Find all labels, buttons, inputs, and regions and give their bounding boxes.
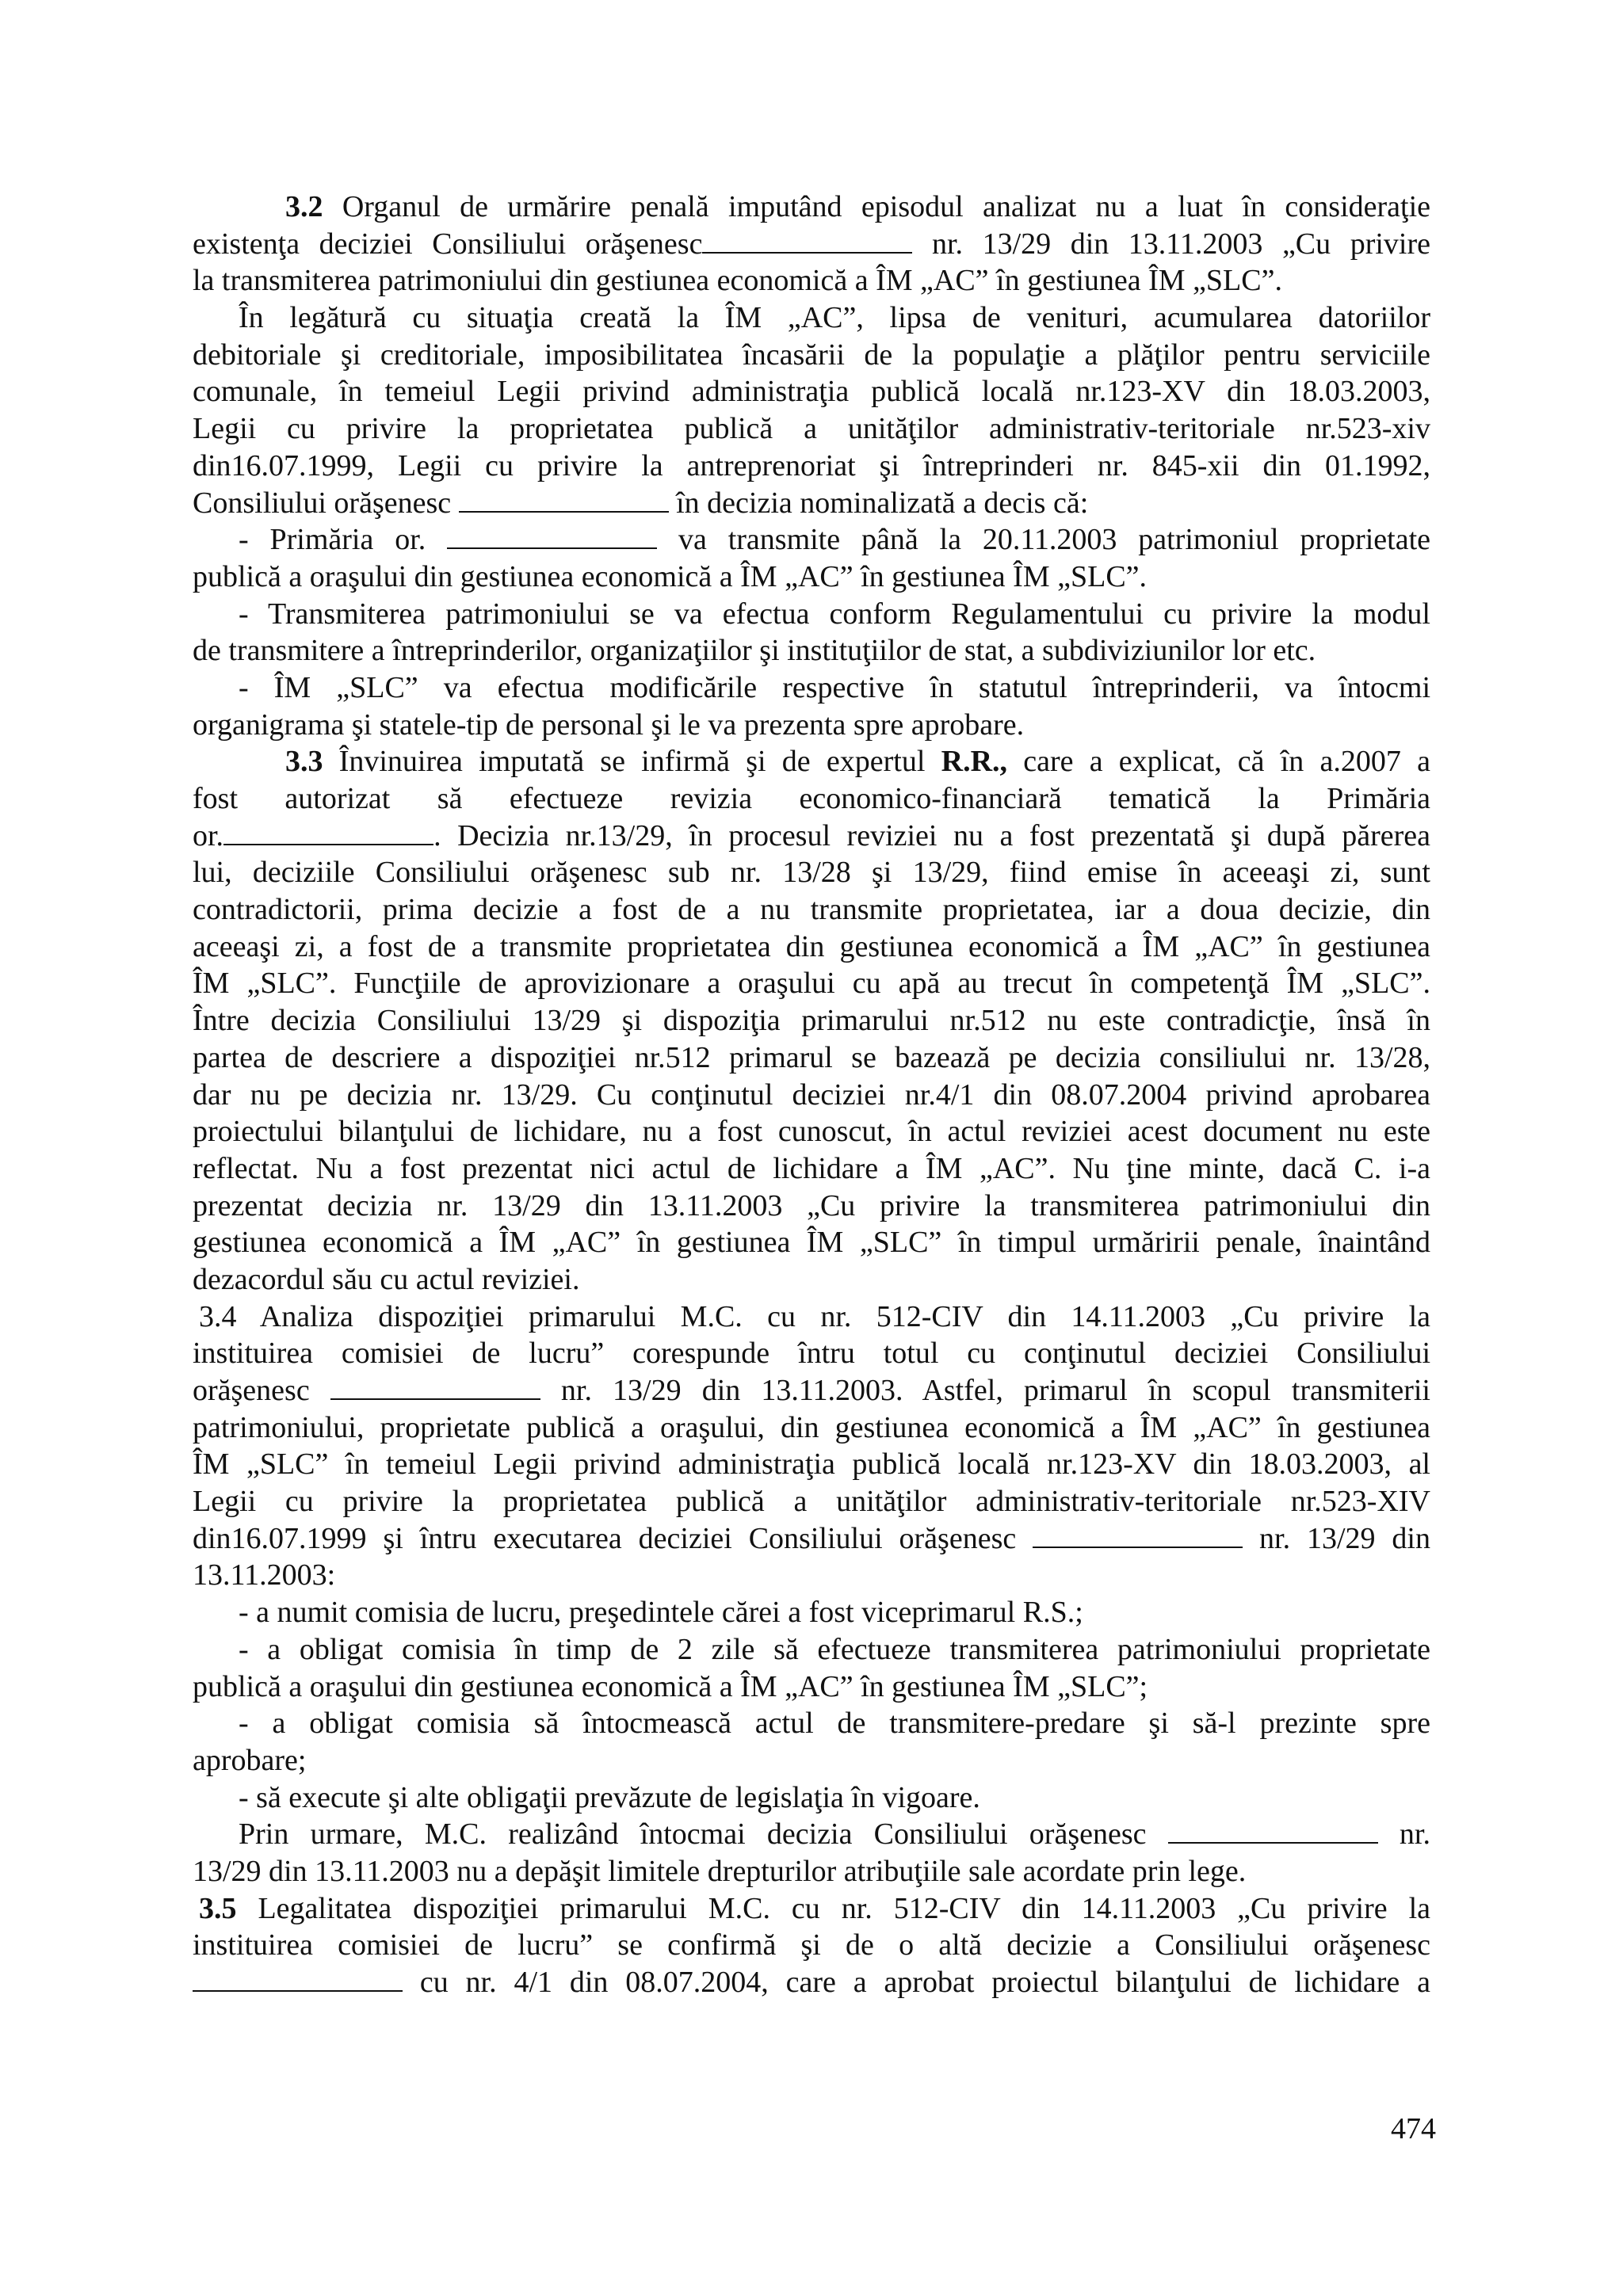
line-text: patrimoniului, proprietate publică a oraşului, din gestiunea economică a ÎM „AC” în gestiunea	[193, 1410, 1430, 1444]
text-line	[193, 1261, 1430, 1299]
text-line	[193, 1002, 1430, 1039]
blank-field	[1168, 1818, 1378, 1844]
line-text: Învinuirea imputată se infirmă şi de expertul	[323, 745, 941, 779]
text-line	[193, 1224, 1430, 1261]
line-text-continued: va transmite până la 20.11.2003 patrimoniul proprietate	[657, 523, 1430, 557]
line-text: publică a oraşului din gestiunea economică a ÎM „AC” în gestiunea ÎM „SLC”;	[193, 1669, 1148, 1703]
text-line	[193, 373, 1430, 410]
line-text: or.	[193, 818, 224, 852]
blank-field	[193, 1966, 403, 1992]
text-line	[193, 1299, 1430, 1336]
blank-field	[330, 1375, 540, 1400]
text-line	[193, 1890, 1430, 1928]
line-text: - să execute şi alte obligaţii prevăzute de legislaţia în vigoare.	[239, 1780, 980, 1814]
line-text-continued: nr. 13/29 din 13.11.2003. Astfel, primarul în scopul transmiterii	[540, 1374, 1430, 1407]
line-text-continued: cu nr. 4/1 din 08.07.2004, care a aprobat proiectul bilanţului de lichidare a	[403, 1966, 1430, 1999]
text-line	[193, 1150, 1430, 1188]
text-line	[193, 1039, 1430, 1077]
line-text: contradictorii, prima decizie a fost de a nu transmite proprietatea, iar a doua decizie, din	[193, 893, 1430, 927]
text-line	[193, 1113, 1430, 1150]
line-text: partea de descriere a dispoziţiei nr.512 primarul se bazează pe decizia consiliului nr. 13/28,	[193, 1040, 1430, 1074]
section-number: 3.2	[285, 190, 323, 223]
line-text: la transmiterea patrimoniului din gestiunea economică a ÎM „AC” în gestiunea ÎM „SLC”.	[193, 264, 1282, 298]
text-line	[193, 1446, 1430, 1483]
text-line	[193, 299, 1430, 337]
line-text: - a numit comisia de lucru, preşedintele cărei a fost viceprimarul R.S.;	[239, 1596, 1083, 1630]
line-text: lui, deciziile Consiliului orăşenesc sub nr. 13/28 şi 13/29, fiind emise în aceeaşi zi, sunt	[193, 856, 1430, 890]
line-text: din16.07.1999, Legii cu privire la antreprenoriat şi întreprinderi nr. 845-xii din 01.1992,	[193, 448, 1430, 482]
line-text: proiectului bilanţului de lichidare, nu a fost cunoscut, în actul reviziei acest document nu este	[193, 1115, 1430, 1149]
body-text	[193, 189, 1430, 2001]
text-line	[193, 669, 1430, 707]
expert-name: R.R.,	[941, 745, 1008, 779]
line-text: Legalitatea dispoziţiei primarului M.C. cu nr. 512-CIV din 14.11.2003 „Cu privire la	[236, 1891, 1430, 1925]
line-text: organigrama şi statele-tip de personal şi le va prezenta spre aprobare.	[193, 707, 1025, 742]
line-text: În legătură cu situaţia creată la ÎM „AC”, lipsa de venituri, acumularea datoriilor	[239, 301, 1430, 335]
line-text-continued: . Decizia nr.13/29, în procesul reviziei nu a fost prezentată şi după părerea	[433, 818, 1430, 852]
text-line	[193, 1927, 1430, 1964]
line-text: - ÎM „SLC” va efectua modificările respective în statutul întreprinderii, va întocmi	[239, 670, 1430, 704]
text-line	[193, 1409, 1430, 1447]
line-text: publică a oraşului din gestiunea economică a ÎM „AC” în gestiunea ÎM „SLC”.	[193, 559, 1148, 593]
text-line	[193, 337, 1430, 374]
line-text: aprobare;	[193, 1743, 307, 1777]
text-line	[193, 596, 1430, 633]
blank-field	[1033, 1523, 1243, 1548]
line-text: Între decizia Consiliului 13/29 şi dispoziţia primarului nr.512 nu este contradicţie, însă în	[193, 1004, 1430, 1038]
line-text-continued: nr. 13/29 din 13.11.2003 „Cu privire	[912, 227, 1430, 261]
line-text-continued: nr.	[1377, 1817, 1430, 1852]
line-text-continued: nr. 13/29 din	[1243, 1521, 1430, 1555]
text-line	[193, 1964, 1430, 2001]
page-number: 474	[1391, 2112, 1436, 2145]
text-line	[193, 1557, 1430, 1594]
text-line	[193, 1335, 1430, 1372]
line-text: 13/29 din 13.11.2003 nu a depăşit limitele drepturilor atribuţiile sale acordate prin lege.	[193, 1854, 1247, 1888]
text-line	[193, 262, 1430, 299]
line-text: orăşenesc	[193, 1374, 330, 1407]
text-line	[193, 226, 1430, 263]
text-line	[193, 1077, 1430, 1114]
text-line	[193, 929, 1430, 966]
section-number: 3.5	[199, 1891, 237, 1925]
line-text: instituirea comisiei de lucru” se confirmă şi de o altă decizie a Consiliului orăşenesc	[193, 1928, 1430, 1962]
text-line	[193, 1816, 1430, 1853]
text-line	[193, 1742, 1430, 1779]
text-line	[193, 448, 1430, 485]
text-line	[193, 632, 1430, 669]
blank-field	[223, 820, 433, 845]
blank-field	[459, 487, 669, 513]
line-text: Organul de urmărire penală imputând episodul analizat nu a luat în consideraţie	[323, 190, 1430, 223]
line-text: Consiliului orăşenesc	[193, 486, 459, 520]
line-text: prezentat decizia nr. 13/29 din 13.11.2003 „Cu privire la transmiterea patrimoniului din	[193, 1188, 1430, 1222]
line-text: aceeaşi zi, a fost de a transmite proprietatea din gestiunea economică a ÎM „AC” în gestiunea	[193, 929, 1430, 963]
line-text: din16.07.1999 şi întru executarea deciziei Consiliului orăşenesc	[193, 1521, 1033, 1555]
text-line	[193, 1631, 1430, 1669]
line-text: instituirea comisiei de lucru” corespunde întru totul cu conţinutul deciziei Consiliului	[193, 1337, 1430, 1371]
line-text-continued: care a explicat, că în a.2007 a	[1007, 745, 1430, 779]
text-line	[193, 743, 1430, 780]
line-text: debitoriale şi creditoriale, imposibilitatea încasării de la populaţie a plăţilor pentru serviciile	[193, 338, 1430, 372]
text-line	[193, 1779, 1430, 1817]
line-text: de transmitere a întreprinderilor, organizaţiilor şi instituţiilor de stat, a subdiviziunilor lor etc.	[193, 634, 1316, 668]
blank-field	[702, 228, 912, 254]
line-text-continued: în decizia nominalizată a decis că:	[668, 486, 1089, 520]
text-line	[193, 965, 1430, 1002]
line-text: - Transmiterea patrimoniului se va efectua conform Regulamentului cu privire la modul	[239, 597, 1430, 631]
line-text: comunale, în temeiul Legii privind administraţia publică locală nr.123-XV din 18.03.2003,	[193, 375, 1430, 409]
line-text: 3.4 Analiza dispoziţiei primarului M.C. cu nr. 512-CIV din 14.11.2003 „Cu privire la	[199, 1299, 1430, 1333]
line-text: Prin urmare, M.C. realizând întocmai decizia Consiliului orăşenesc	[239, 1817, 1168, 1852]
text-line	[193, 1520, 1430, 1558]
text-line	[193, 780, 1430, 818]
line-text: reflectat. Nu a fost prezentat nici actul de lichidare a ÎM „AC”. Nu ţine minte, dacă C. i-a	[193, 1151, 1430, 1185]
text-line	[193, 1705, 1430, 1742]
text-line	[193, 1372, 1430, 1409]
line-text: fost autorizat să efectueze revizia economico-financiară tematică la Primăria	[193, 782, 1430, 815]
line-text: ÎM „SLC”. Funcţiile de aprovizionare a oraşului cu apă au trecut în competenţă ÎM „SLC”.	[193, 967, 1430, 1001]
text-line	[193, 1853, 1430, 1890]
section-number: 3.3	[285, 745, 323, 779]
line-text: 13.11.2003:	[193, 1558, 336, 1592]
line-text: dar nu pe decizia nr. 13/29. Cu conţinutul deciziei nr.4/1 din 08.07.2004 privind aprobarea	[193, 1077, 1430, 1112]
text-line	[193, 854, 1430, 891]
text-line	[193, 1483, 1430, 1520]
text-line	[193, 189, 1430, 226]
text-line	[193, 707, 1430, 744]
text-line	[193, 521, 1430, 559]
line-text: - Primăria or.	[239, 523, 448, 557]
text-line	[193, 1188, 1430, 1225]
text-line	[193, 1669, 1430, 1706]
line-text: gestiunea economică a ÎM „AC” în gestiunea ÎM „SLC” în timpul urmăririi penale, înaintând	[193, 1226, 1430, 1260]
blank-field	[447, 524, 657, 549]
text-line	[193, 891, 1430, 929]
line-text: Legii cu privire la proprietatea publică a unităţilor administrativ-teritoriale nr.523-xiv	[193, 412, 1430, 446]
text-line	[193, 410, 1430, 448]
text-line	[193, 559, 1430, 596]
line-text: - a obligat comisia să întocmească actul de transmitere-predare şi să-l prezinte spre	[239, 1707, 1430, 1741]
line-text: Legii cu privire la proprietatea publică a unităţilor administrativ-teritoriale nr.523-XIV	[193, 1485, 1430, 1519]
line-text: dezacordul său cu actul reviziei.	[193, 1262, 580, 1296]
line-text: existenţa deciziei Consiliului orăşenesc	[193, 227, 703, 261]
line-text: ÎM „SLC” în temeiul Legii privind administraţia publică locală nr.123-XV din 18.03.2003, al	[193, 1447, 1430, 1482]
text-line	[193, 485, 1430, 522]
line-text: - a obligat comisia în timp de 2 zile să efectueze transmiterea patrimoniului proprietate	[239, 1632, 1430, 1666]
text-line	[193, 1594, 1430, 1631]
text-line	[193, 818, 1430, 855]
